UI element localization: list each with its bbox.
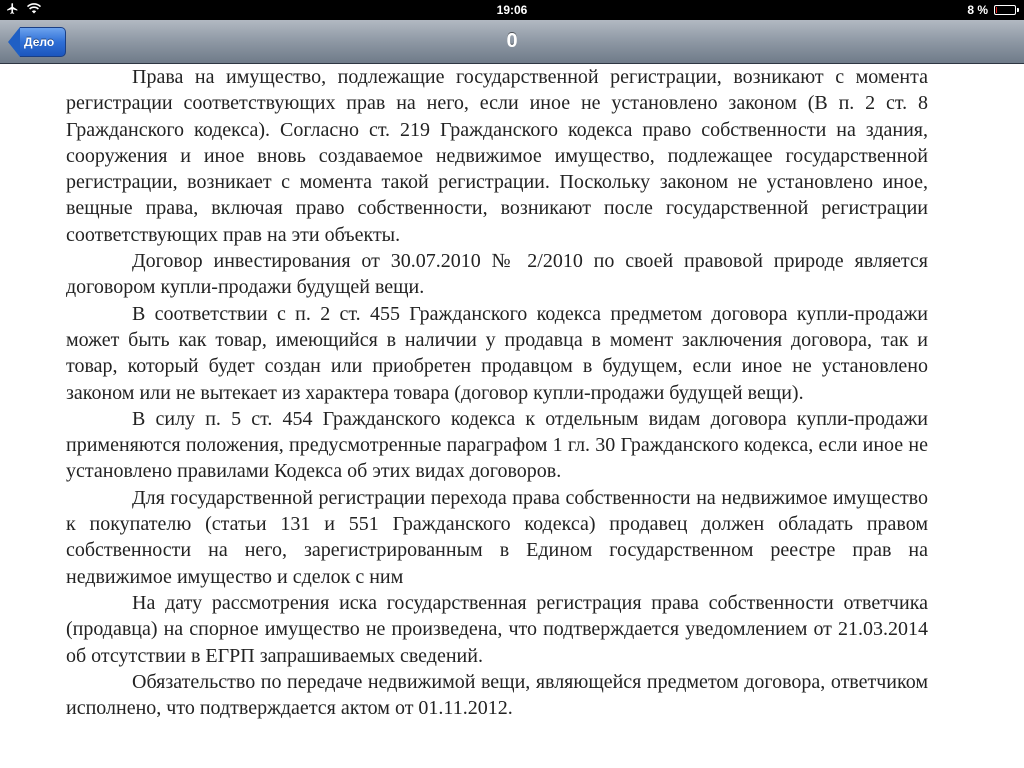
back-button[interactable] — [8, 27, 66, 57]
back-arrow-icon — [8, 27, 20, 57]
status-right — [967, 3, 1016, 17]
battery-tip — [1017, 8, 1019, 12]
paragraph: Обязательство по передаче недвижимой вещи, являющейся предметом договора, ответчиком исполнено, что подтверждается актом от 01.11.2012. — [66, 670, 928, 720]
paragraph: Договор инвестирования от 30.07.2010 № 2/2010 по своей правовой природе является договором купли-продажи будущей вещи. — [66, 250, 928, 299]
status-bar — [0, 0, 1024, 20]
paragraph: Для государственной регистрации перехода права собственности на недвижимое имущество к покупателю (статьи 131 и 551 Гражданского кодекса) продавец должен обладать правом собственности на него, зарегистрированным в Едином государственном реестре прав на недвижимое имущество и сделок с ним — [66, 486, 928, 588]
paragraph: Права на имущество, подлежащие государственной регистрации, возникают с момента регистрации соответствующих прав на него, если иное не установлено законом (В п. 2 ст. 8 Гражданского кодекса). Согласно ст. 219 Гражданского кодекса право собственности на здания, сооружения и иное вновь создаваемое недвижимое имущество, подлежащее государственной регистрации, возникает с момента такой регистрации. Поскольку законом не установлено иное, вещные права, включая право собственности, возникают после государственной регистрации соответствующих прав на эти объекты. — [66, 66, 928, 246]
paragraph: В соответствии с п. 2 ст. 455 Гражданского кодекса предметом договора купли-продажи может быть как товар, имеющийся в наличии у продавца в момент заключения договора, так и товар, который будет создан или приобретен продавцом в будущем, если иное не установлено законом или не вытекает из характера товара (договор купли-продажи будущей вещи). — [66, 302, 928, 404]
battery-level-fill — [996, 7, 997, 13]
document-content[interactable] — [66, 64, 928, 768]
battery-icon — [994, 5, 1016, 15]
paragraph: В силу п. 5 ст. 454 Гражданского кодекса к отдельным видам договора купли-продажи применяются положения, предусмотренные параграфом 1 гл. 30 Гражданского кодекса, если иное не установлено правилами Кодекса об этих видах договоров. — [66, 407, 928, 483]
back-button-label: Дело — [20, 27, 66, 57]
nav-title: 0 — [506, 30, 518, 52]
paragraph: На дату рассмотрения иска государственная регистрация права собственности ответчика (продавца) на спорное имущество не произведена, что подтверждается уведомлением от 21.03.2014 об отсутствии в ЕГРП запрашиваемых сведений. — [66, 591, 928, 667]
navigation-bar — [0, 20, 1024, 64]
status-time: 19:06 — [496, 3, 528, 17]
battery-percent: 8 % — [967, 3, 988, 17]
